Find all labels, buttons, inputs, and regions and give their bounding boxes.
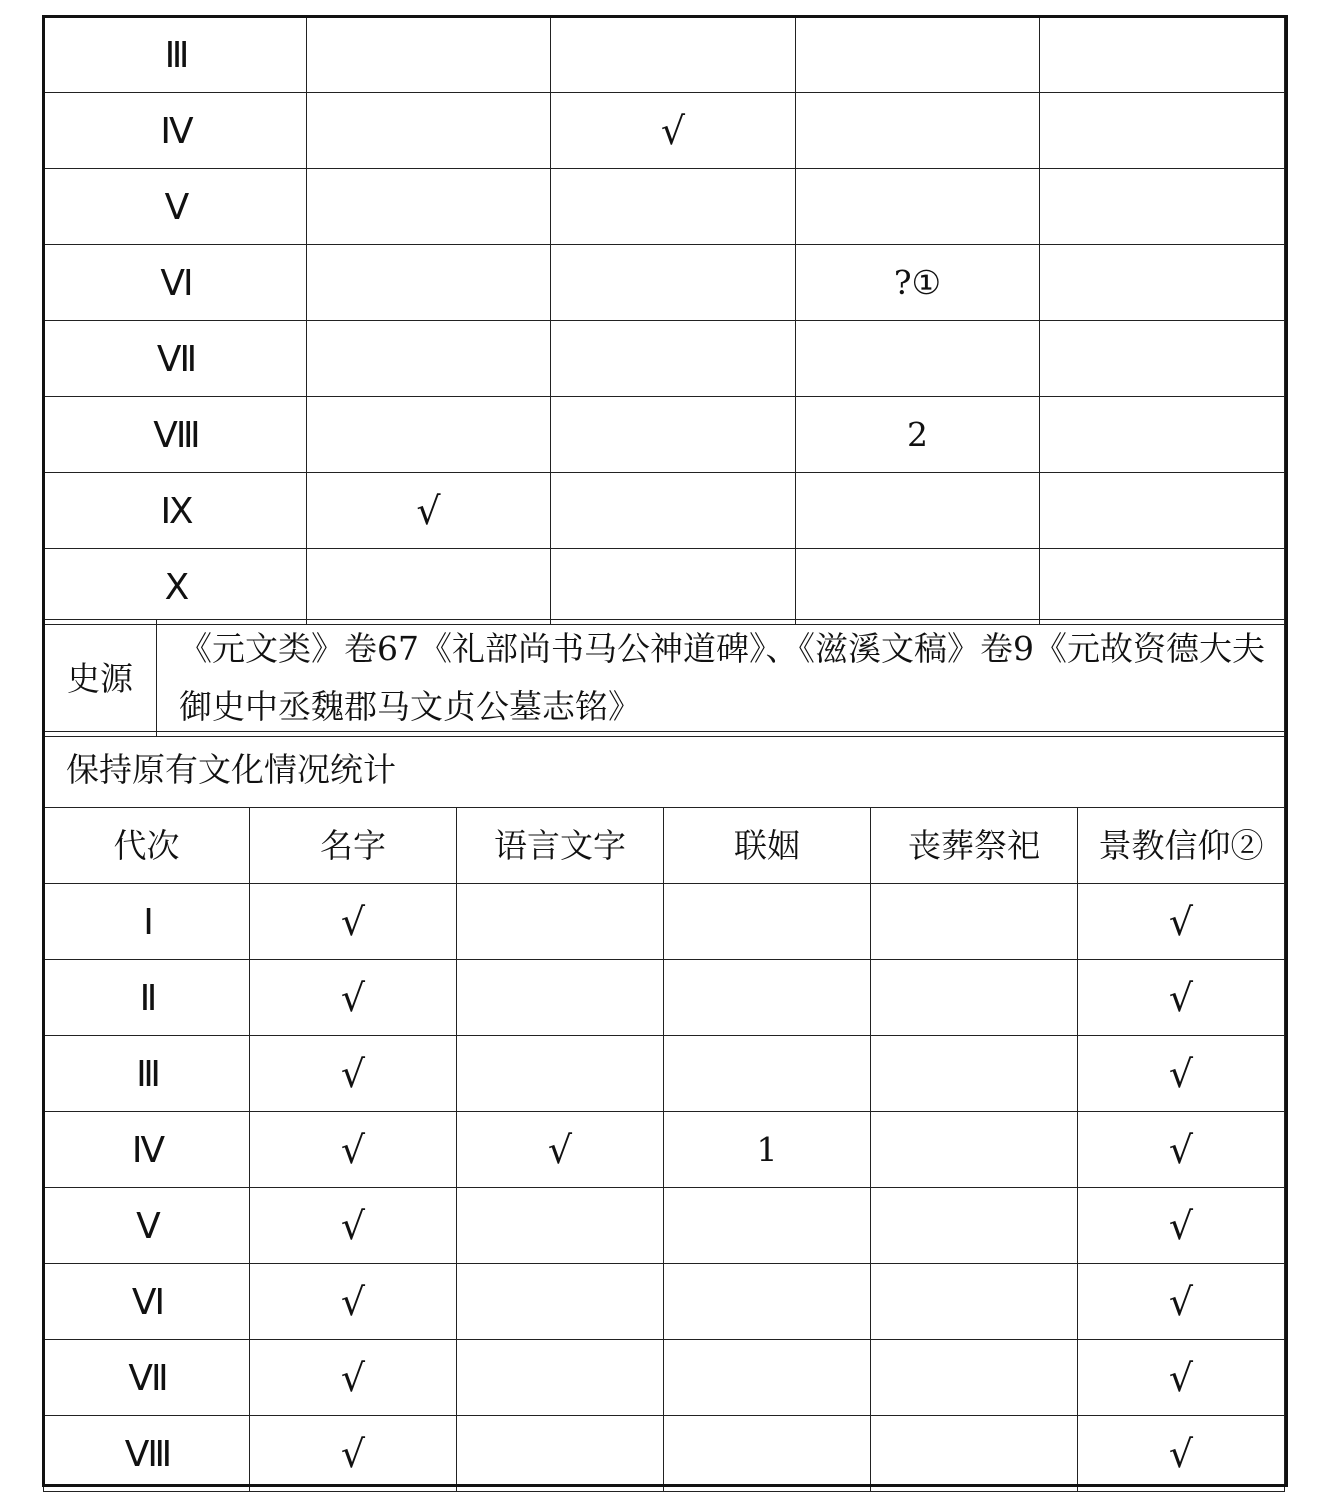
table-cell [871,1036,1078,1112]
table-cell [796,549,1040,625]
source-label: 史源 [44,620,157,737]
table-cell: √ [1078,1112,1285,1188]
table-row [44,884,1285,960]
table-cell: √ [250,1264,457,1340]
table-cell [871,1340,1078,1416]
generation-cell: Ⅹ [44,549,307,625]
generation-cell: Ⅵ [44,1264,250,1340]
table-row [44,549,1285,625]
generation-cell: Ⅳ [44,1112,250,1188]
table-cell [871,1416,1078,1492]
table-cell [1040,169,1285,245]
table-cell [551,169,796,245]
table-cell [664,1036,871,1112]
table-cell [457,960,664,1036]
table-row [44,93,1285,169]
table-cell [307,321,551,397]
table-cell: √ [457,1112,664,1188]
generation-cell: Ⅲ [44,1036,250,1112]
table-row [44,1036,1285,1112]
table-cell [664,1188,871,1264]
table-cell: √ [1078,1036,1285,1112]
section-title: 保持原有文化情况统计 [44,732,1285,808]
table-cell: √ [1078,1188,1285,1264]
table-cell [307,245,551,321]
table-cell [871,1264,1078,1340]
retention-table [43,731,1285,1492]
table-cell [664,1340,871,1416]
generation-cell: Ⅶ [44,1340,250,1416]
header-cell: 联姻 [664,808,871,884]
table-cell: 1 [664,1112,871,1188]
section-title-row [44,732,1285,808]
table-cell [307,169,551,245]
generation-cell: Ⅷ [44,1416,250,1492]
generation-cell: Ⅷ [44,397,307,473]
table-cell: √ [1078,1416,1285,1492]
table-cell [457,1264,664,1340]
table-cell [664,1264,871,1340]
table-cell: √ [250,884,457,960]
generation-cell: Ⅳ [44,93,307,169]
table-cell [664,960,871,1036]
table-row [44,1416,1285,1492]
table-cell [664,884,871,960]
table-cell [1040,397,1285,473]
table-cell [1040,473,1285,549]
source-text: 《元文类》卷67《礼部尚书马公神道碑》、《滋溪文稿》卷9《元故资德大夫御史中丞魏郡马文贞公墓志铭》 [157,620,1285,737]
table-cell [457,1036,664,1112]
table-cell [551,245,796,321]
generation-cell: Ⅲ [44,17,307,93]
table-cell: √ [250,960,457,1036]
table-cell: √ [250,1340,457,1416]
table-cell: 2 [796,397,1040,473]
generation-cell: Ⅴ [44,1188,250,1264]
table-row [44,1340,1285,1416]
table-row [44,1264,1285,1340]
source-table [43,619,1285,737]
table-cell: √ [250,1188,457,1264]
table-cell: √ [1078,884,1285,960]
table-cell [871,960,1078,1036]
header-cell: 名字 [250,808,457,884]
top-table [43,16,1285,625]
table-cell [796,321,1040,397]
table-cell: √ [551,93,796,169]
header-row [44,808,1285,884]
table-cell [796,93,1040,169]
table-cell [307,549,551,625]
table-row [44,473,1285,549]
generation-cell: Ⅸ [44,473,307,549]
table-cell [307,93,551,169]
table-cell: √ [1078,1340,1285,1416]
table-cell [307,17,551,93]
table-cell [1040,321,1285,397]
table-cell [457,1340,664,1416]
table-row [44,169,1285,245]
table-cell [551,17,796,93]
table-cell [457,1416,664,1492]
source-row [44,620,1285,737]
table-cell [551,321,796,397]
header-cell: 景教信仰② [1078,808,1285,884]
table-row [44,245,1285,321]
table-cell [457,1188,664,1264]
table-cell: √ [1078,1264,1285,1340]
table-cell [796,169,1040,245]
table-cell [1040,17,1285,93]
table-cell [551,549,796,625]
table-cell [664,1416,871,1492]
generation-cell: Ⅵ [44,245,307,321]
table-cell [551,473,796,549]
header-cell: 代次 [44,808,250,884]
generation-cell: Ⅰ [44,884,250,960]
table-row [44,17,1285,93]
table-row [44,397,1285,473]
table-cell: √ [250,1036,457,1112]
table-cell [1040,93,1285,169]
table-row [44,1112,1285,1188]
table-cell [871,1188,1078,1264]
table-cell [871,1112,1078,1188]
table-row [44,1188,1285,1264]
header-cell: 语言文字 [457,808,664,884]
table-row [44,960,1285,1036]
table-cell [1040,549,1285,625]
table-cell [1040,245,1285,321]
table-cell: √ [1078,960,1285,1036]
table-cell: √ [250,1416,457,1492]
table-row [44,321,1285,397]
generation-cell: Ⅱ [44,960,250,1036]
table-cell [457,884,664,960]
generation-cell: Ⅴ [44,169,307,245]
table-cell: √ [307,473,551,549]
table-cell: √ [250,1112,457,1188]
table-cell [871,884,1078,960]
table-cell: ?① [796,245,1040,321]
table-cell [796,473,1040,549]
table-cell [796,17,1040,93]
table-cell [551,397,796,473]
table-cell [307,397,551,473]
generation-cell: Ⅶ [44,321,307,397]
header-cell: 丧葬祭祀 [871,808,1078,884]
